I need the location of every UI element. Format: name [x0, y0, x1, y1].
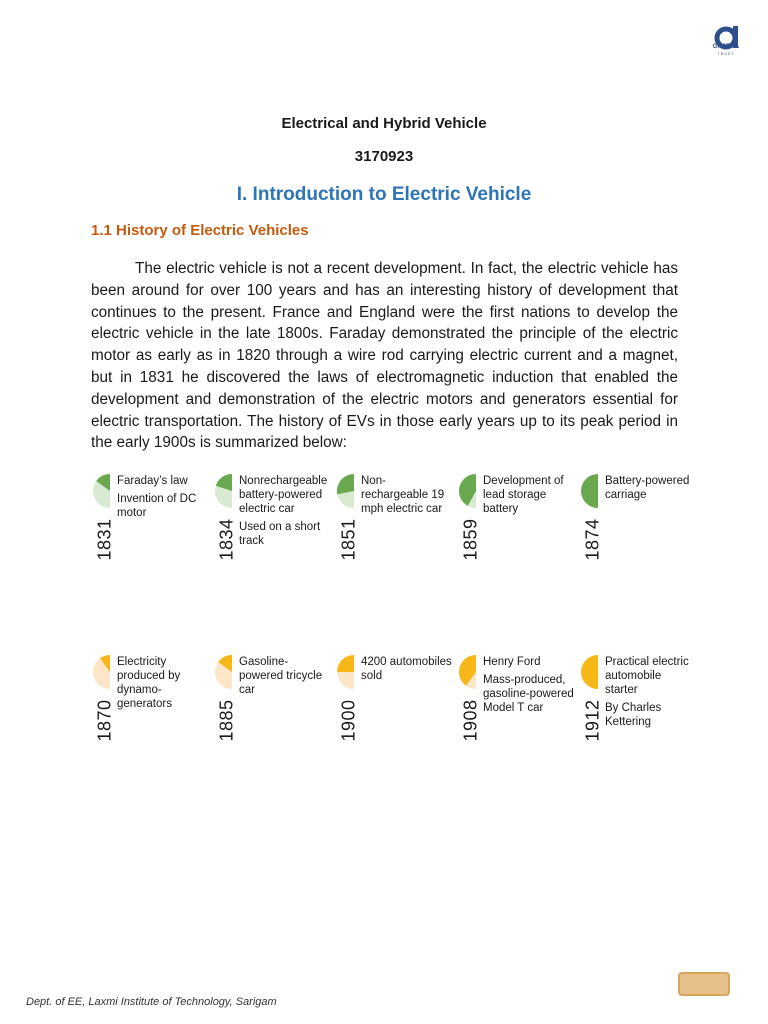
section-title: 1.1 History of Electric Vehicles: [91, 222, 309, 239]
gajera-logo: [706, 14, 750, 64]
timeline-year: 1908: [460, 699, 481, 742]
timeline-pie-fill: [337, 474, 354, 494]
course-title: Electrical and Hybrid Vehicle: [281, 115, 487, 132]
timeline-year: 1885: [216, 699, 237, 742]
timeline-description: [117, 655, 209, 711]
timeline-year: 1900: [338, 699, 359, 742]
timeline-year: 1859: [460, 518, 481, 561]
timeline-item-1912: [579, 655, 697, 765]
timeline-pie-fill: [581, 474, 598, 508]
timeline-item-1870: [91, 655, 209, 765]
timeline-item-1908: [457, 655, 575, 765]
timeline-year: 1851: [338, 518, 359, 561]
timeline-item-1831: [91, 474, 209, 584]
timeline-description: [361, 655, 453, 683]
chapter-title: I. Introduction to Electric Vehicle: [236, 184, 532, 205]
timeline-line: Gasoline-powered tricycle car: [239, 656, 323, 696]
timeline-pie-fill: [337, 655, 354, 672]
timeline-line: Development of lead storage battery: [483, 475, 564, 515]
timeline-description: [605, 474, 697, 502]
timeline-year: 1912: [582, 699, 603, 742]
timeline-line: Mass-produced, gasoline-powered Model T car: [483, 674, 574, 714]
timeline-description: [239, 655, 331, 697]
intro-paragraph: The electric vehicle is not a recent development. In fact, the electric vehicle has been around for over 100 years and has an interesting history of development that continues to the present. France and England were the first nations to develop the electric vehicle in the late 1800s. Faraday demonstrated the principle of the electric motor as early as in 1820 through a wire rod carrying electric current and a magnet, but in 1831 he discovered the laws of electromagnetic induction that enabled the development and demonstration of the electric motors and generators essential for electric transportation. The history of EVs in those early years up to its peak period in the early 1900s is summarized below:: [91, 260, 678, 452]
timeline-description: [361, 474, 453, 516]
timeline-line: By Charles Kettering: [605, 702, 662, 728]
timeline-line: Practical electric automobile starter: [605, 656, 689, 696]
timeline-year: 1874: [582, 518, 603, 561]
timeline-line: Invention of DC motor: [117, 493, 197, 519]
timeline-year: 1834: [216, 518, 237, 561]
timeline-item-1834: [213, 474, 331, 584]
timeline-line: Nonrechargeable battery-powered electric car: [239, 475, 328, 515]
timeline-line: Henry Ford: [483, 656, 541, 668]
timeline-line: Faraday’s law: [117, 475, 188, 487]
timeline-item-1859: [457, 474, 575, 584]
timeline-description: [483, 474, 575, 516]
timeline-item-1885: [213, 655, 331, 765]
page-number-box: [678, 972, 730, 996]
logo-subtitle: TRUST: [717, 52, 735, 56]
timeline-line: 4200 automobiles sold: [361, 656, 452, 682]
timeline-line: Electricity produced by dynamo-generators: [117, 656, 181, 710]
timeline-description: [483, 655, 575, 715]
timeline-year: 1870: [94, 699, 115, 742]
course-code: 3170923: [354, 148, 414, 165]
timeline-description: [605, 655, 697, 729]
timeline-pie-fill: [581, 655, 598, 689]
timeline-line: Battery-powered carriage: [605, 475, 690, 501]
timeline-item-1874: [579, 474, 697, 584]
timeline-line: Used on a short track: [239, 521, 321, 547]
timeline-description: [117, 474, 209, 520]
timeline-line: Non-rechargeable 19 mph electric car: [361, 475, 445, 515]
timeline-year: 1831: [94, 518, 115, 561]
timeline-item-1851: [335, 474, 453, 584]
timeline-item-1900: [335, 655, 453, 765]
logo-name: GAJERA: [712, 44, 740, 50]
footer-department: Dept. of EE, Laxmi Institute of Technology, Sarigam: [26, 996, 277, 1008]
timeline-description: [239, 474, 331, 548]
